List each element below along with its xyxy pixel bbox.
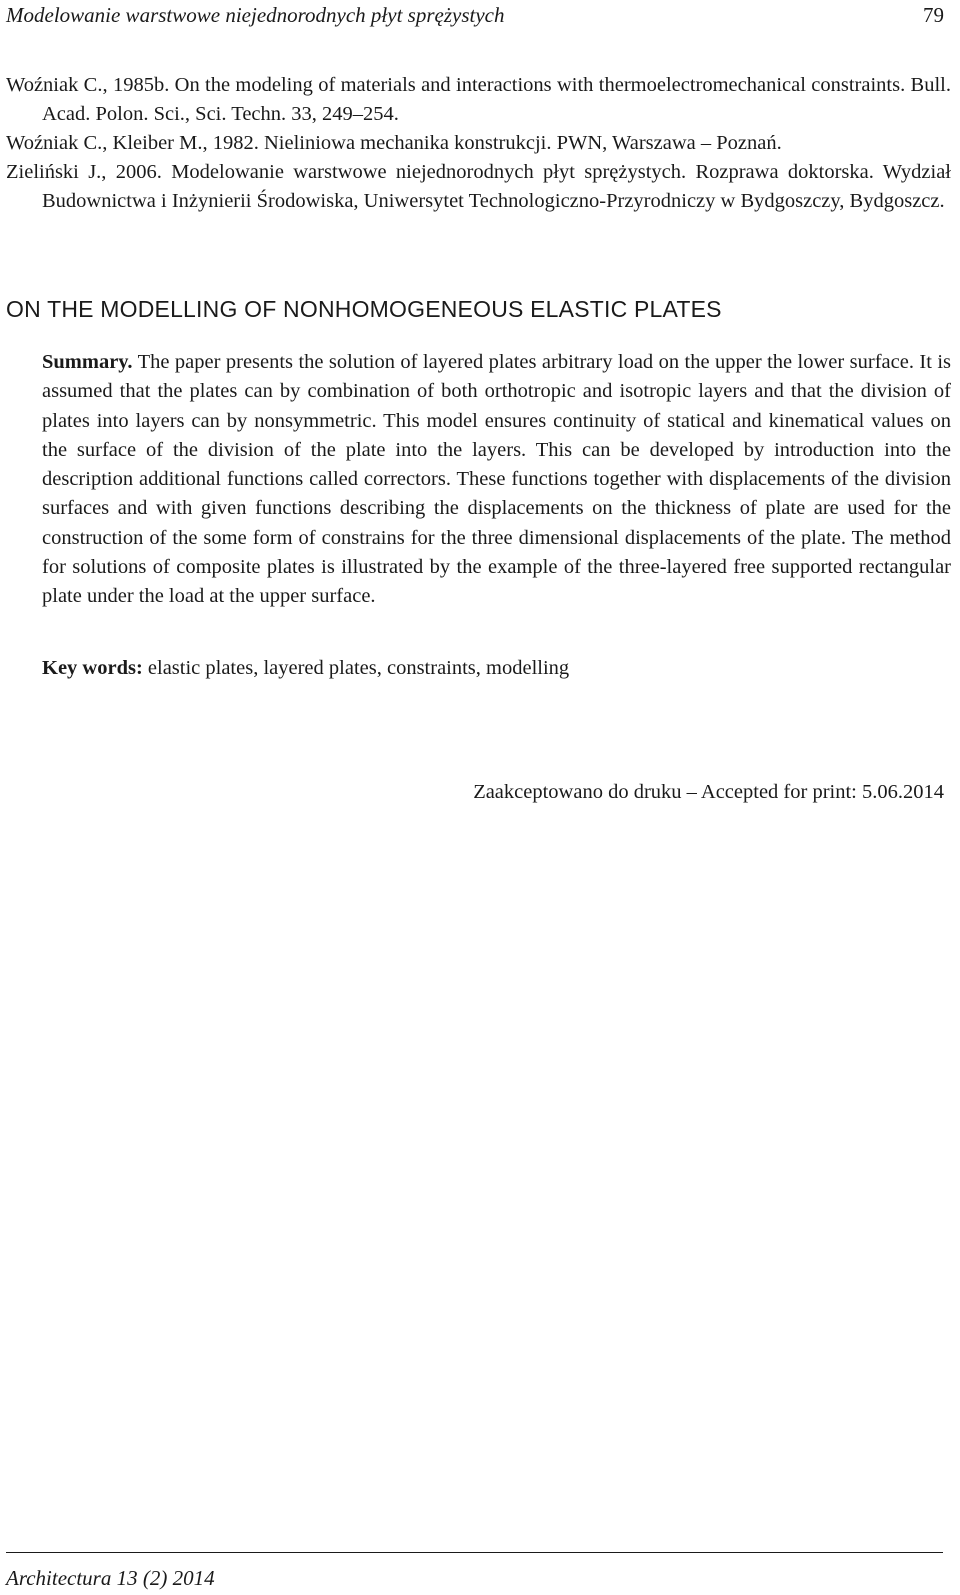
section-title: ON THE MODELLING OF NONHOMOGENEOUS ELASTIC PLATES: [6, 296, 722, 322]
reference-item: Woźniak C., 1985b. On the modeling of materials and interactions with thermoelectromechanical constraints. Bull. Acad. Polon. Sci., Sci. Techn. 33, 249–254.: [6, 74, 951, 125]
running-head-title: Modelowanie warstwowe niejednorodnych płyt sprężystych: [6, 3, 505, 27]
page-number: 79: [923, 3, 944, 27]
keywords-label: Key words:: [42, 657, 143, 679]
keywords-text: elastic plates, layered plates, constraints, modelling: [147, 657, 570, 679]
keywords-line: [42, 654, 951, 683]
journal-footer: Architectura 13 (2) 2014: [6, 1566, 215, 1590]
summary-text: The paper presents the solution of layered plates arbitrary load on the upper the lower surface. It is assumed that the plates can by combination of both orthotropic and isotropic layers and that the division of plates into layers can by nonsymmetric. This model ensures continuity of statical and kinematical values on the surface of the division of the plate into the layers. This can be developed by introduction into the description additional functions called correctors. These functions together with displacements of the division surfaces and with given functions describing the displacements on the thickness of plate are used for the construction of the some form of constrains for the three dimensional displacements of the plate. The method for solutions of composite plates is illustrated by the example of the three-layered free supported rectangular plate under the load at the upper surface.: [42, 351, 951, 608]
running-head: [6, 2, 944, 28]
footer-divider: [6, 1552, 943, 1553]
reference-item: Woźniak C., Kleiber M., 1982. Nieliniowa mechanika konstrukcji. PWN, Warszawa – Poznań.: [6, 132, 782, 154]
summary-label: Summary.: [42, 351, 133, 373]
reference-list: [6, 71, 951, 216]
summary-paragraph: [42, 348, 951, 612]
accepted-date: Zaakceptowano do druku – Accepted for print: 5.06.2014: [473, 781, 944, 803]
reference-item: Zieliński J., 2006. Modelowanie warstwowe niejednorodnych płyt sprężystych. Rozprawa doktorska. Wydział Budownictwa i Inżynierii Środowiska, Uniwersytet Technologiczno-Przyrodniczy w Bydgoszczy, Bydgoszcz.: [6, 161, 951, 212]
